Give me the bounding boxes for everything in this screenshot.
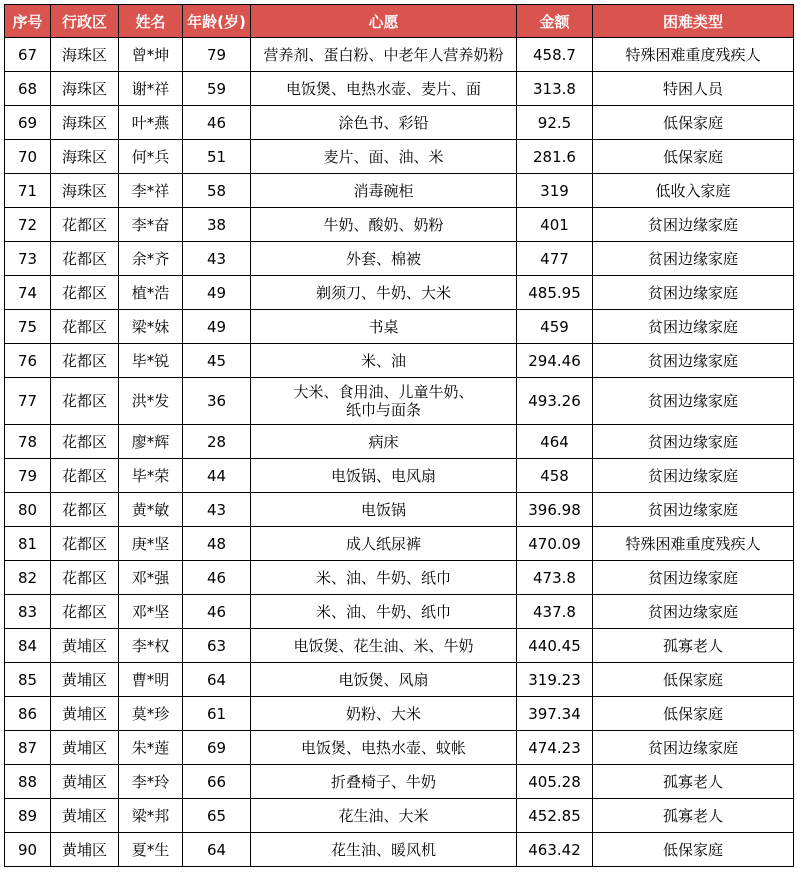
district-cell: 黄埔区: [51, 663, 119, 697]
name-cell: 何*兵: [119, 140, 183, 174]
table-row: [5, 208, 794, 242]
amount-cell: 474.23: [517, 731, 593, 765]
table-row: [5, 72, 794, 106]
name-cell: 朱*莲: [119, 731, 183, 765]
amount-cell: 405.28: [517, 765, 593, 799]
table-row: [5, 799, 794, 833]
header-col-name: 姓名: [119, 5, 183, 38]
hardship-type-cell: 低保家庭: [593, 663, 794, 697]
wish-cell: 书桌: [251, 310, 517, 344]
hardship-type-cell: 低收入家庭: [593, 174, 794, 208]
wish-cell: 花生油、暖风机: [251, 833, 517, 867]
amount-cell: 463.42: [517, 833, 593, 867]
amount-cell: 397.34: [517, 697, 593, 731]
age-cell: 58: [183, 174, 251, 208]
row-index: 70: [5, 140, 51, 174]
hardship-type-cell: 贫困边缘家庭: [593, 378, 794, 425]
wish-cell: 外套、棉被: [251, 242, 517, 276]
hardship-type-cell: 贫困边缘家庭: [593, 276, 794, 310]
name-cell: 梁*妹: [119, 310, 183, 344]
wish-cell: 米、油、牛奶、纸巾: [251, 595, 517, 629]
header-row: [5, 5, 794, 38]
district-cell: 花都区: [51, 208, 119, 242]
wish-cell: 消毒碗柜: [251, 174, 517, 208]
name-cell: 洪*发: [119, 378, 183, 425]
age-cell: 51: [183, 140, 251, 174]
amount-cell: 313.8: [517, 72, 593, 106]
amount-cell: 437.8: [517, 595, 593, 629]
header-col-index: 序号: [5, 5, 51, 38]
row-index: 68: [5, 72, 51, 106]
district-cell: 花都区: [51, 276, 119, 310]
hardship-type-cell: 贫困边缘家庭: [593, 595, 794, 629]
age-cell: 63: [183, 629, 251, 663]
row-index: 90: [5, 833, 51, 867]
hardship-type-cell: 贫困边缘家庭: [593, 459, 794, 493]
table-row: [5, 459, 794, 493]
wish-cell: 米、油: [251, 344, 517, 378]
amount-cell: 458: [517, 459, 593, 493]
amount-cell: 493.26: [517, 378, 593, 425]
name-cell: 植*浩: [119, 276, 183, 310]
table-row: [5, 731, 794, 765]
wish-cell: 米、油、牛奶、纸巾: [251, 561, 517, 595]
amount-cell: 477: [517, 242, 593, 276]
amount-cell: 452.85: [517, 799, 593, 833]
table-body: [5, 38, 794, 867]
hardship-type-cell: 低保家庭: [593, 140, 794, 174]
header-col-age: 年龄(岁): [183, 5, 251, 38]
wish-cell: 花生油、大米: [251, 799, 517, 833]
row-index: 87: [5, 731, 51, 765]
table-row: [5, 765, 794, 799]
row-index: 77: [5, 378, 51, 425]
hardship-type-cell: 贫困边缘家庭: [593, 208, 794, 242]
amount-cell: 473.8: [517, 561, 593, 595]
amount-cell: 458.7: [517, 38, 593, 72]
wish-cell: 电饭煲、花生油、米、牛奶: [251, 629, 517, 663]
district-cell: 海珠区: [51, 140, 119, 174]
age-cell: 69: [183, 731, 251, 765]
name-cell: 李*权: [119, 629, 183, 663]
age-cell: 66: [183, 765, 251, 799]
district-cell: 花都区: [51, 310, 119, 344]
district-cell: 海珠区: [51, 174, 119, 208]
table-row: [5, 561, 794, 595]
age-cell: 43: [183, 242, 251, 276]
district-cell: 花都区: [51, 493, 119, 527]
amount-cell: 464: [517, 425, 593, 459]
district-cell: 花都区: [51, 344, 119, 378]
district-cell: 海珠区: [51, 38, 119, 72]
hardship-type-cell: 低保家庭: [593, 106, 794, 140]
name-cell: 梁*邦: [119, 799, 183, 833]
table-row: [5, 378, 794, 425]
row-index: 74: [5, 276, 51, 310]
name-cell: 邓*强: [119, 561, 183, 595]
amount-cell: 92.5: [517, 106, 593, 140]
district-cell: 花都区: [51, 595, 119, 629]
district-cell: 黄埔区: [51, 833, 119, 867]
hardship-type-cell: 贫困边缘家庭: [593, 242, 794, 276]
age-cell: 44: [183, 459, 251, 493]
name-cell: 毕*荣: [119, 459, 183, 493]
district-cell: 花都区: [51, 242, 119, 276]
row-index: 81: [5, 527, 51, 561]
district-cell: 海珠区: [51, 72, 119, 106]
table-row: [5, 833, 794, 867]
hardship-type-cell: 贫困边缘家庭: [593, 344, 794, 378]
table-row: [5, 38, 794, 72]
age-cell: 46: [183, 595, 251, 629]
hardship-type-cell: 低保家庭: [593, 697, 794, 731]
row-index: 88: [5, 765, 51, 799]
row-index: 76: [5, 344, 51, 378]
header-col-wish: 心愿: [251, 5, 517, 38]
wish-cell: 电饭锅: [251, 493, 517, 527]
district-cell: 花都区: [51, 378, 119, 425]
amount-cell: 470.09: [517, 527, 593, 561]
hardship-type-cell: 孤寡老人: [593, 799, 794, 833]
hardship-type-cell: 特困人员: [593, 72, 794, 106]
row-index: 79: [5, 459, 51, 493]
table-row: [5, 242, 794, 276]
age-cell: 36: [183, 378, 251, 425]
age-cell: 46: [183, 561, 251, 595]
hardship-type-cell: 特殊困难重度残疾人: [593, 527, 794, 561]
age-cell: 49: [183, 310, 251, 344]
table-row: [5, 106, 794, 140]
amount-cell: 396.98: [517, 493, 593, 527]
name-cell: 曾*坤: [119, 38, 183, 72]
district-cell: 黄埔区: [51, 799, 119, 833]
row-index: 72: [5, 208, 51, 242]
hardship-type-cell: 孤寡老人: [593, 765, 794, 799]
wish-cell: 病床: [251, 425, 517, 459]
wish-cell: 电饭煲、风扇: [251, 663, 517, 697]
wish-cell: 麦片、面、油、米: [251, 140, 517, 174]
table-header: [5, 5, 794, 38]
table-row: [5, 595, 794, 629]
name-cell: 余*齐: [119, 242, 183, 276]
age-cell: 48: [183, 527, 251, 561]
hardship-type-cell: 特殊困难重度残疾人: [593, 38, 794, 72]
row-index: 85: [5, 663, 51, 697]
age-cell: 28: [183, 425, 251, 459]
age-cell: 61: [183, 697, 251, 731]
district-cell: 花都区: [51, 459, 119, 493]
wish-cell: 涂色书、彩铅: [251, 106, 517, 140]
age-cell: 46: [183, 106, 251, 140]
row-index: 78: [5, 425, 51, 459]
row-index: 75: [5, 310, 51, 344]
amount-cell: 319: [517, 174, 593, 208]
amount-cell: 281.6: [517, 140, 593, 174]
district-cell: 花都区: [51, 527, 119, 561]
row-index: 69: [5, 106, 51, 140]
table-row: [5, 276, 794, 310]
wish-cell: 奶粉、大米: [251, 697, 517, 731]
hardship-type-cell: 孤寡老人: [593, 629, 794, 663]
district-cell: 黄埔区: [51, 765, 119, 799]
row-index: 80: [5, 493, 51, 527]
amount-cell: 401: [517, 208, 593, 242]
row-index: 67: [5, 38, 51, 72]
age-cell: 43: [183, 493, 251, 527]
table-row: [5, 697, 794, 731]
age-cell: 59: [183, 72, 251, 106]
row-index: 84: [5, 629, 51, 663]
name-cell: 毕*锐: [119, 344, 183, 378]
name-cell: 叶*燕: [119, 106, 183, 140]
header-col-district: 行政区: [51, 5, 119, 38]
name-cell: 谢*祥: [119, 72, 183, 106]
table-row: [5, 663, 794, 697]
amount-cell: 294.46: [517, 344, 593, 378]
name-cell: 曹*明: [119, 663, 183, 697]
district-cell: 花都区: [51, 425, 119, 459]
hardship-type-cell: 低保家庭: [593, 833, 794, 867]
amount-cell: 440.45: [517, 629, 593, 663]
hardship-type-cell: 贫困边缘家庭: [593, 310, 794, 344]
wish-cell: 大米、食用油、儿童牛奶、 纸巾与面条: [251, 378, 517, 425]
district-cell: 黄埔区: [51, 731, 119, 765]
age-cell: 65: [183, 799, 251, 833]
name-cell: 李*奋: [119, 208, 183, 242]
name-cell: 黄*敏: [119, 493, 183, 527]
row-index: 83: [5, 595, 51, 629]
age-cell: 45: [183, 344, 251, 378]
amount-cell: 459: [517, 310, 593, 344]
wish-cell: 牛奶、酸奶、奶粉: [251, 208, 517, 242]
amount-cell: 485.95: [517, 276, 593, 310]
wish-cell: 电饭煲、电热水壶、麦片、面: [251, 72, 517, 106]
age-cell: 64: [183, 833, 251, 867]
header-col-amount: 金额: [517, 5, 593, 38]
header-col-hardship-type: 困难类型: [593, 5, 794, 38]
wish-cell: 营养剂、蛋白粉、中老年人营养奶粉: [251, 38, 517, 72]
table-row: [5, 140, 794, 174]
name-cell: 庚*坚: [119, 527, 183, 561]
name-cell: 廖*辉: [119, 425, 183, 459]
row-index: 86: [5, 697, 51, 731]
table-row: [5, 527, 794, 561]
wish-cell: 电饭煲、电热水壶、蚊帐: [251, 731, 517, 765]
age-cell: 79: [183, 38, 251, 72]
name-cell: 莫*珍: [119, 697, 183, 731]
row-index: 89: [5, 799, 51, 833]
row-index: 71: [5, 174, 51, 208]
hardship-type-cell: 贫困边缘家庭: [593, 493, 794, 527]
wish-cell: 折叠椅子、牛奶: [251, 765, 517, 799]
name-cell: 李*玲: [119, 765, 183, 799]
age-cell: 49: [183, 276, 251, 310]
table-row: [5, 174, 794, 208]
district-cell: 黄埔区: [51, 697, 119, 731]
row-index: 82: [5, 561, 51, 595]
table-row: [5, 629, 794, 663]
hardship-type-cell: 贫困边缘家庭: [593, 425, 794, 459]
wish-table: [4, 4, 794, 867]
district-cell: 海珠区: [51, 106, 119, 140]
district-cell: 黄埔区: [51, 629, 119, 663]
name-cell: 李*祥: [119, 174, 183, 208]
age-cell: 38: [183, 208, 251, 242]
wish-cell: 电饭锅、电风扇: [251, 459, 517, 493]
district-cell: 花都区: [51, 561, 119, 595]
table-row: [5, 310, 794, 344]
name-cell: 邓*坚: [119, 595, 183, 629]
table-row: [5, 425, 794, 459]
table-row: [5, 344, 794, 378]
amount-cell: 319.23: [517, 663, 593, 697]
hardship-type-cell: 贫困边缘家庭: [593, 731, 794, 765]
age-cell: 64: [183, 663, 251, 697]
hardship-type-cell: 贫困边缘家庭: [593, 561, 794, 595]
wish-cell: 成人纸尿裤: [251, 527, 517, 561]
wish-cell: 剃须刀、牛奶、大米: [251, 276, 517, 310]
table-row: [5, 493, 794, 527]
row-index: 73: [5, 242, 51, 276]
name-cell: 夏*生: [119, 833, 183, 867]
